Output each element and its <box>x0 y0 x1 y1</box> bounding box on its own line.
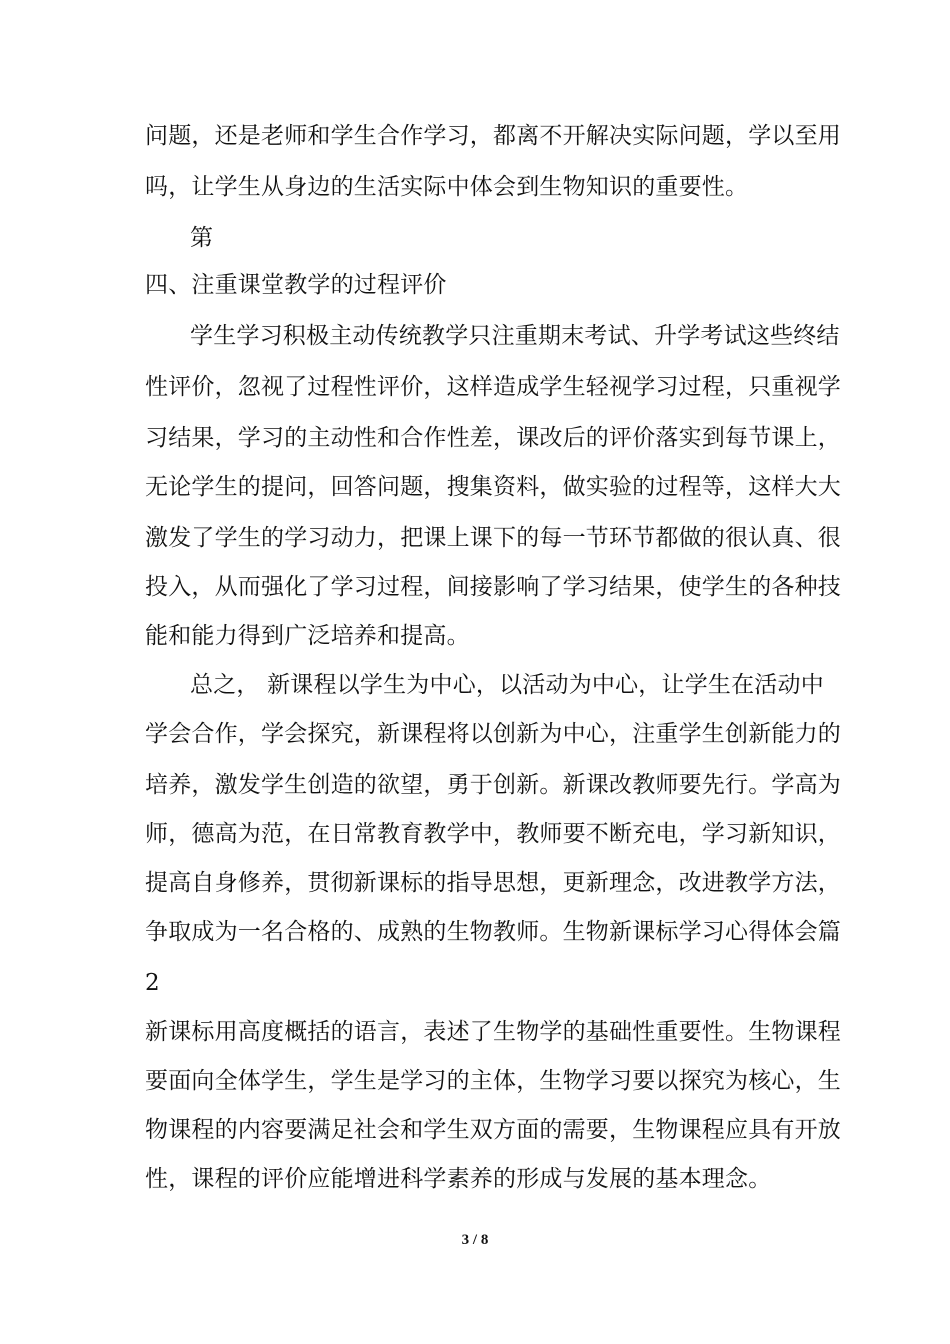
text-line: 性评价，忽视了过程性评价，这样造成学生轻视学习过程，只重视学 <box>145 374 841 400</box>
text-line: 投入，从而强化了学习过程，间接影响了学习结果，使学生的各种技 <box>145 574 841 600</box>
text-line: 学生学习积极主动传统教学只注重期末考试、升学考试这些终结 <box>190 323 840 349</box>
text-line: 物课程的内容要满足社会和学生双方面的需要，生物课程应具有开放 <box>145 1117 841 1143</box>
text-line: 激发了学生的学习动力，把课上课下的每一节环节都做的很认真、很 <box>145 525 841 551</box>
text-line: 师，德高为范，在日常教育教学中，教师要不断充电，学习新知识， <box>145 821 841 847</box>
text-line: 总之， 新课程以学生为中心，以活动为中心，让学生在活动中 <box>190 672 824 698</box>
text-line: 性，课程的评价应能增进科学素养的形成与发展的基本理念。 <box>145 1166 772 1192</box>
text-line: 吗，让学生从身边的生活实际中体会到生物知识的重要性。 <box>145 174 749 200</box>
text-line: 新课标用高度概括的语言，表述了生物学的基础性重要性。生物课程 <box>145 1019 841 1045</box>
text-line: 无论学生的提问，回答问题，搜集资料，做实验的过程等，这样大大 <box>145 474 841 500</box>
text-line: 提高自身修养，贯彻新课标的指导思想，更新理念，改进教学方法， <box>145 870 841 896</box>
page-number: 3 / 8 <box>461 1232 489 1248</box>
text-line: 培养，激发学生创造的欲望，勇于创新。新课改教师要先行。学高为 <box>145 772 841 798</box>
section-heading: 四、注重课堂教学的过程评价 <box>145 272 447 298</box>
text-line: 能和能力得到广泛培养和提高。 <box>145 623 470 649</box>
text-line: 2 <box>145 970 160 996</box>
text-line: 争取成为一名合格的、成熟的生物教师。生物新课标学习心得体会篇 <box>145 919 841 945</box>
text-line: 第 <box>190 225 214 251</box>
text-line: 习结果，学习的主动性和合作性差，课改后的评价落实到每节课上， <box>145 425 841 451</box>
text-line: 问题，还是老师和学生合作学习，都离不开解决实际问题，学以至用 <box>145 123 841 149</box>
text-line: 要面向全体学生，学生是学习的主体，生物学习要以探究为核心，生 <box>145 1068 841 1094</box>
text-line: 学会合作，学会探究，新课程将以创新为中心，注重学生创新能力的 <box>145 721 841 747</box>
